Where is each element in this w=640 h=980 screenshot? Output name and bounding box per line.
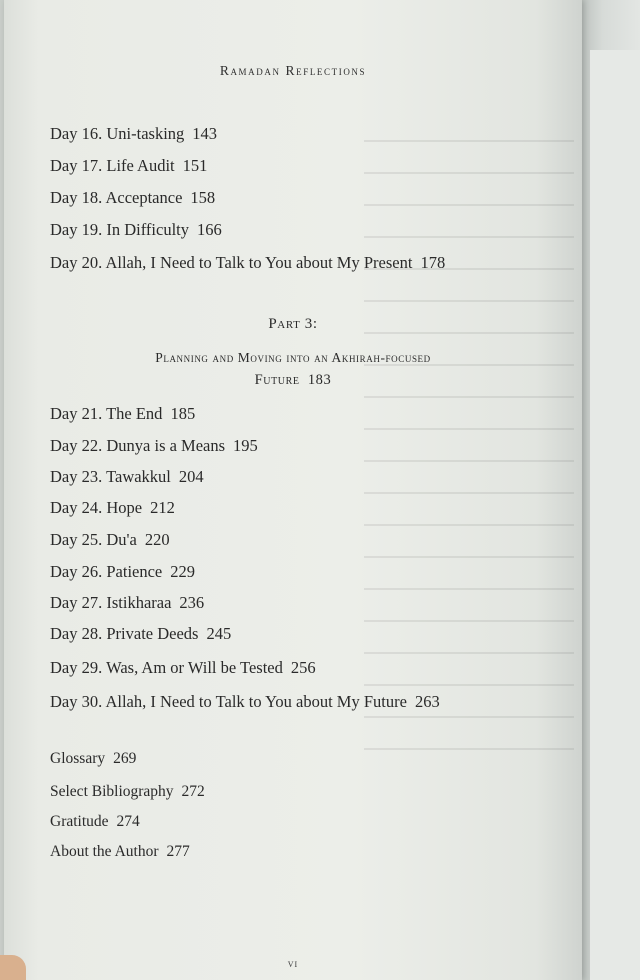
toc-entry-title: Day 17. Life Audit <box>50 156 175 175</box>
toc-entry-page: 178 <box>420 253 446 272</box>
toc-entry-page: 245 <box>206 624 232 643</box>
toc-entry-title: Day 28. Private Deeds <box>50 624 199 643</box>
toc-entry-page: 185 <box>170 404 196 423</box>
part-label: Part 3: <box>268 316 318 332</box>
toc-entry-title: Day 16. Uni-tasking <box>50 124 185 143</box>
toc-entry <box>50 124 217 144</box>
toc-entry-page: 204 <box>178 467 204 486</box>
toc-entry <box>50 530 170 550</box>
toc-entry-title: Day 22. Dunya is a Means <box>50 436 226 455</box>
toc-entry-title: Day 25. Du'a <box>50 530 137 549</box>
toc-entry-page: 158 <box>190 188 216 207</box>
toc-entry-title: Day 30. Allah, I Need to Talk to You about My Future <box>50 692 407 711</box>
part-page: 183 <box>307 372 332 388</box>
toc-entry-title: Day 20. Allah, I Need to Talk to You about My Present <box>50 253 413 272</box>
toc-entry-title: About the Author <box>50 843 159 860</box>
thumb <box>0 955 26 980</box>
toc-entry <box>50 562 195 582</box>
toc-entry <box>50 188 215 208</box>
part-title-final-word: Future <box>254 372 300 388</box>
toc-entry-page: 212 <box>150 498 175 517</box>
toc-entry <box>50 404 195 424</box>
toc-entry-page: 229 <box>170 562 196 581</box>
toc-entry-page: 236 <box>179 593 205 612</box>
part-title-line-2 <box>4 372 582 389</box>
toc-entry-page: 151 <box>182 156 208 175</box>
toc-entry <box>50 692 440 712</box>
toc-entry-title: Glossary <box>50 750 106 767</box>
toc-entry <box>50 624 231 644</box>
toc-entry-title: Gratitude <box>50 813 109 830</box>
toc-entry-page: 195 <box>233 436 258 455</box>
toc-entry-page: 166 <box>197 220 222 239</box>
toc-entry-page: 272 <box>181 783 205 800</box>
toc-entry-title: Day 19. In Difficulty <box>50 220 190 239</box>
toc-entry-page: 277 <box>166 843 190 860</box>
part-title-line-1: Planning and Moving into an Akhirah-focused <box>155 350 431 365</box>
toc-entry <box>50 750 136 768</box>
toc-entry-title: Day 27. Istikharaa <box>50 593 172 612</box>
toc-entry-page: 274 <box>116 813 140 830</box>
show-through-text <box>364 110 574 890</box>
toc-entry-page: 269 <box>113 750 137 767</box>
toc-entry-title: Day 29. Was, Am or Will be Tested <box>50 658 283 677</box>
toc-entry-title: Day 24. Hope <box>50 498 143 517</box>
toc-entry <box>50 220 222 240</box>
toc-entry-title: Day 21. The End <box>50 404 163 423</box>
toc-entry-title: Day 23. Tawakkul <box>50 467 171 486</box>
toc-entry <box>50 156 207 176</box>
toc-entry-page: 143 <box>192 124 218 143</box>
toc-entry <box>50 783 205 801</box>
running-head: Ramadan Reflections <box>219 63 367 78</box>
toc-entry <box>50 593 204 613</box>
toc-entry <box>50 467 204 487</box>
toc-entry-title: Day 18. Acceptance <box>50 188 183 207</box>
toc-entry-title: Day 26. Patience <box>50 562 163 581</box>
toc-entry <box>50 813 140 831</box>
toc-entry <box>50 498 175 518</box>
toc-entry <box>50 253 445 273</box>
toc-entry-title: Select Bibliography <box>50 783 174 800</box>
page-folio: vi <box>287 956 299 970</box>
toc-entry <box>50 658 316 678</box>
next-page-sheet <box>590 50 640 980</box>
toc-entry-page: 256 <box>290 658 316 677</box>
toc-entry <box>50 436 258 456</box>
toc-entry-page: 263 <box>414 692 440 711</box>
toc-entry-page: 220 <box>144 530 170 549</box>
book-page <box>4 0 582 980</box>
toc-entry <box>50 843 190 861</box>
